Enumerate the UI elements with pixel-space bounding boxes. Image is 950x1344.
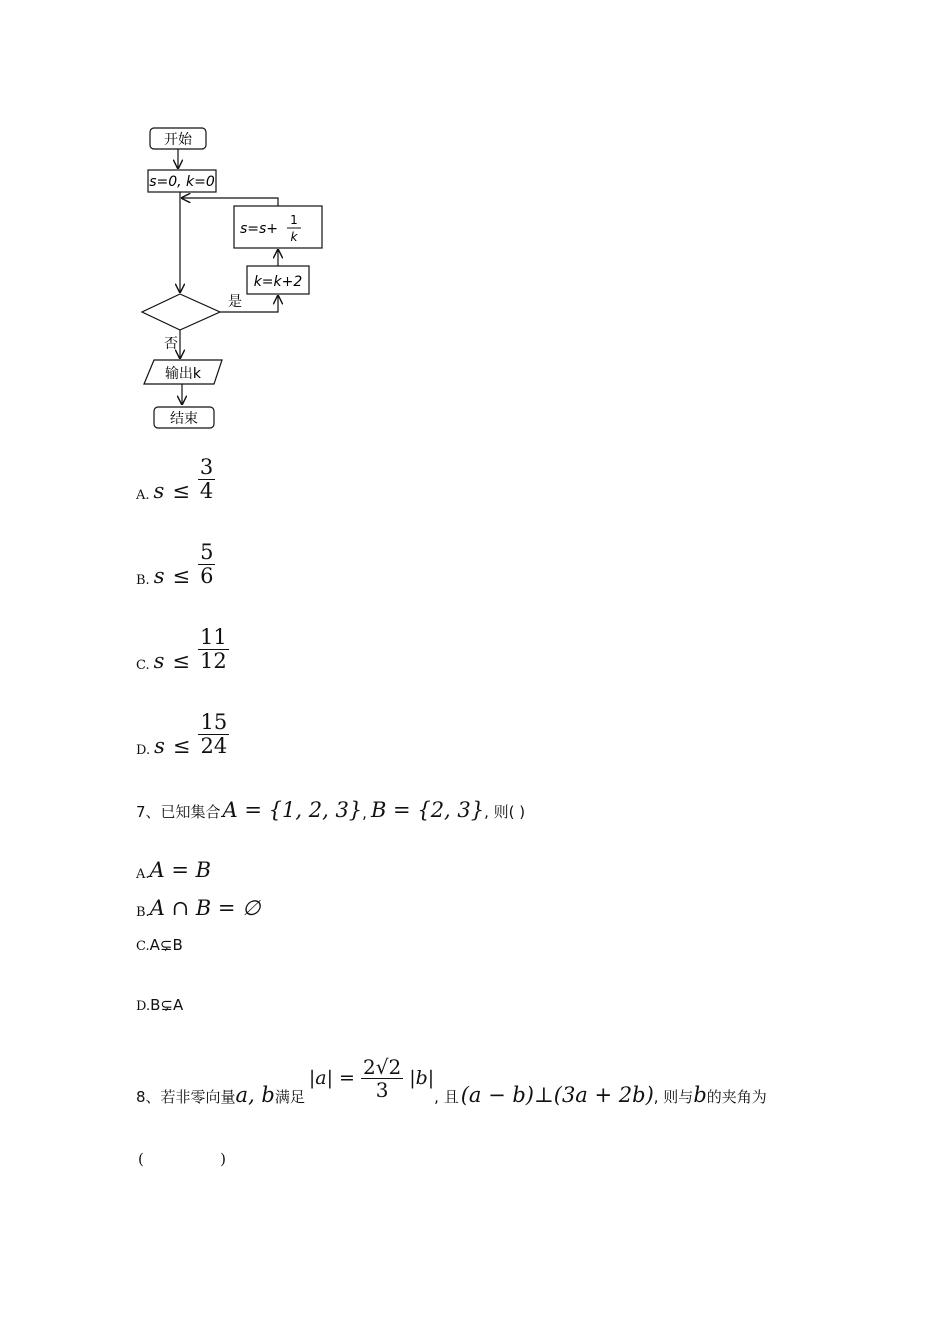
start-label: 开始 <box>164 132 192 148</box>
option-letter: C. <box>136 939 150 954</box>
option-letter: A. <box>136 867 150 882</box>
update-s-num: 1 <box>290 213 298 227</box>
update-k-label: k=k+2 <box>253 274 303 290</box>
q7-set-b: B = {2, 3} <box>370 798 485 822</box>
output-label: 输出k <box>164 366 202 382</box>
fraction-denominator: 12 <box>200 649 227 674</box>
q8-b: b <box>693 1083 707 1107</box>
end-label: 结束 <box>170 411 198 427</box>
q8-coefficient <box>361 1056 403 1101</box>
fraction-denominator: 4 <box>199 479 214 504</box>
option-var: s <box>153 649 165 674</box>
q6-option-b <box>136 541 215 588</box>
decision-node <box>142 294 220 330</box>
no-label: 否 <box>164 336 178 352</box>
option-letter: B. <box>136 905 150 920</box>
option-letter: A. <box>136 488 150 504</box>
option-fraction <box>198 456 215 503</box>
option-rel: ≤ <box>172 564 191 589</box>
q8-stem <box>136 1056 767 1107</box>
q7-option-c <box>136 936 183 954</box>
fraction-numerator: 5 <box>200 540 214 564</box>
option-text: A = B <box>149 858 212 882</box>
fraction-denominator: 6 <box>200 564 214 589</box>
option-rel: ≤ <box>172 649 191 674</box>
option-var: s <box>153 479 165 504</box>
q8-abs-a: |a| = <box>308 1067 355 1089</box>
option-letter: B. <box>136 573 150 589</box>
yes-label: 是 <box>228 294 242 310</box>
q7-number: 7、已知集合 <box>136 803 221 821</box>
option-fraction <box>198 626 229 673</box>
coef-denominator: 3 <box>375 1078 389 1102</box>
flowchart <box>130 120 350 440</box>
q6-option-d <box>136 711 229 758</box>
q7-tail: , 则( ) <box>484 803 526 821</box>
init-label: s=0, k=0 <box>149 174 215 190</box>
q8-number: 8、若非零向量 <box>136 1088 236 1106</box>
q8-abs-b: |b| <box>409 1067 435 1089</box>
q7-option-b <box>136 896 260 920</box>
option-var: s <box>153 564 165 589</box>
q8-tail2: 的夹角为 <box>706 1088 767 1106</box>
q8-perp: (a − b)⊥(3a + 2b) <box>460 1083 654 1107</box>
q7-option-d <box>136 996 183 1014</box>
option-letter: D. <box>136 743 151 759</box>
fraction-denominator: 24 <box>200 734 228 759</box>
option-text: A⊊B <box>149 936 183 954</box>
q6-option-c <box>136 626 229 673</box>
q7-option-a <box>136 858 211 882</box>
q6-option-a <box>136 456 215 503</box>
q8-vectors: a, b <box>235 1083 275 1107</box>
option-rel: ≤ <box>172 479 190 504</box>
option-fraction <box>198 711 229 758</box>
q8-and: , 且 <box>434 1088 459 1106</box>
q7-comma: , <box>362 804 367 822</box>
q8-cond: 满足 <box>274 1088 305 1106</box>
option-letter: D. <box>136 999 151 1014</box>
option-letter: C. <box>136 658 150 674</box>
option-fraction <box>198 541 215 588</box>
option-text: B⊊A <box>150 996 184 1014</box>
fraction-numerator: 15 <box>200 710 228 734</box>
fraction-numerator: 11 <box>200 625 227 649</box>
q8-tail1: , 则与 <box>653 1088 694 1106</box>
option-text: A ∩ B = ∅ <box>149 896 261 920</box>
coef-numerator: 2√2 <box>362 1055 402 1079</box>
option-var: s <box>154 734 165 759</box>
q7-stem <box>136 798 525 822</box>
update-s-prefix: s=s+ <box>239 221 278 237</box>
q7-set-a: A = {1, 2, 3} <box>222 798 363 822</box>
fraction-numerator: 3 <box>199 455 214 479</box>
option-rel: ≤ <box>172 734 191 759</box>
q8-answer-blank: ( ) <box>138 1150 226 1168</box>
update-s-den: k <box>290 230 298 244</box>
